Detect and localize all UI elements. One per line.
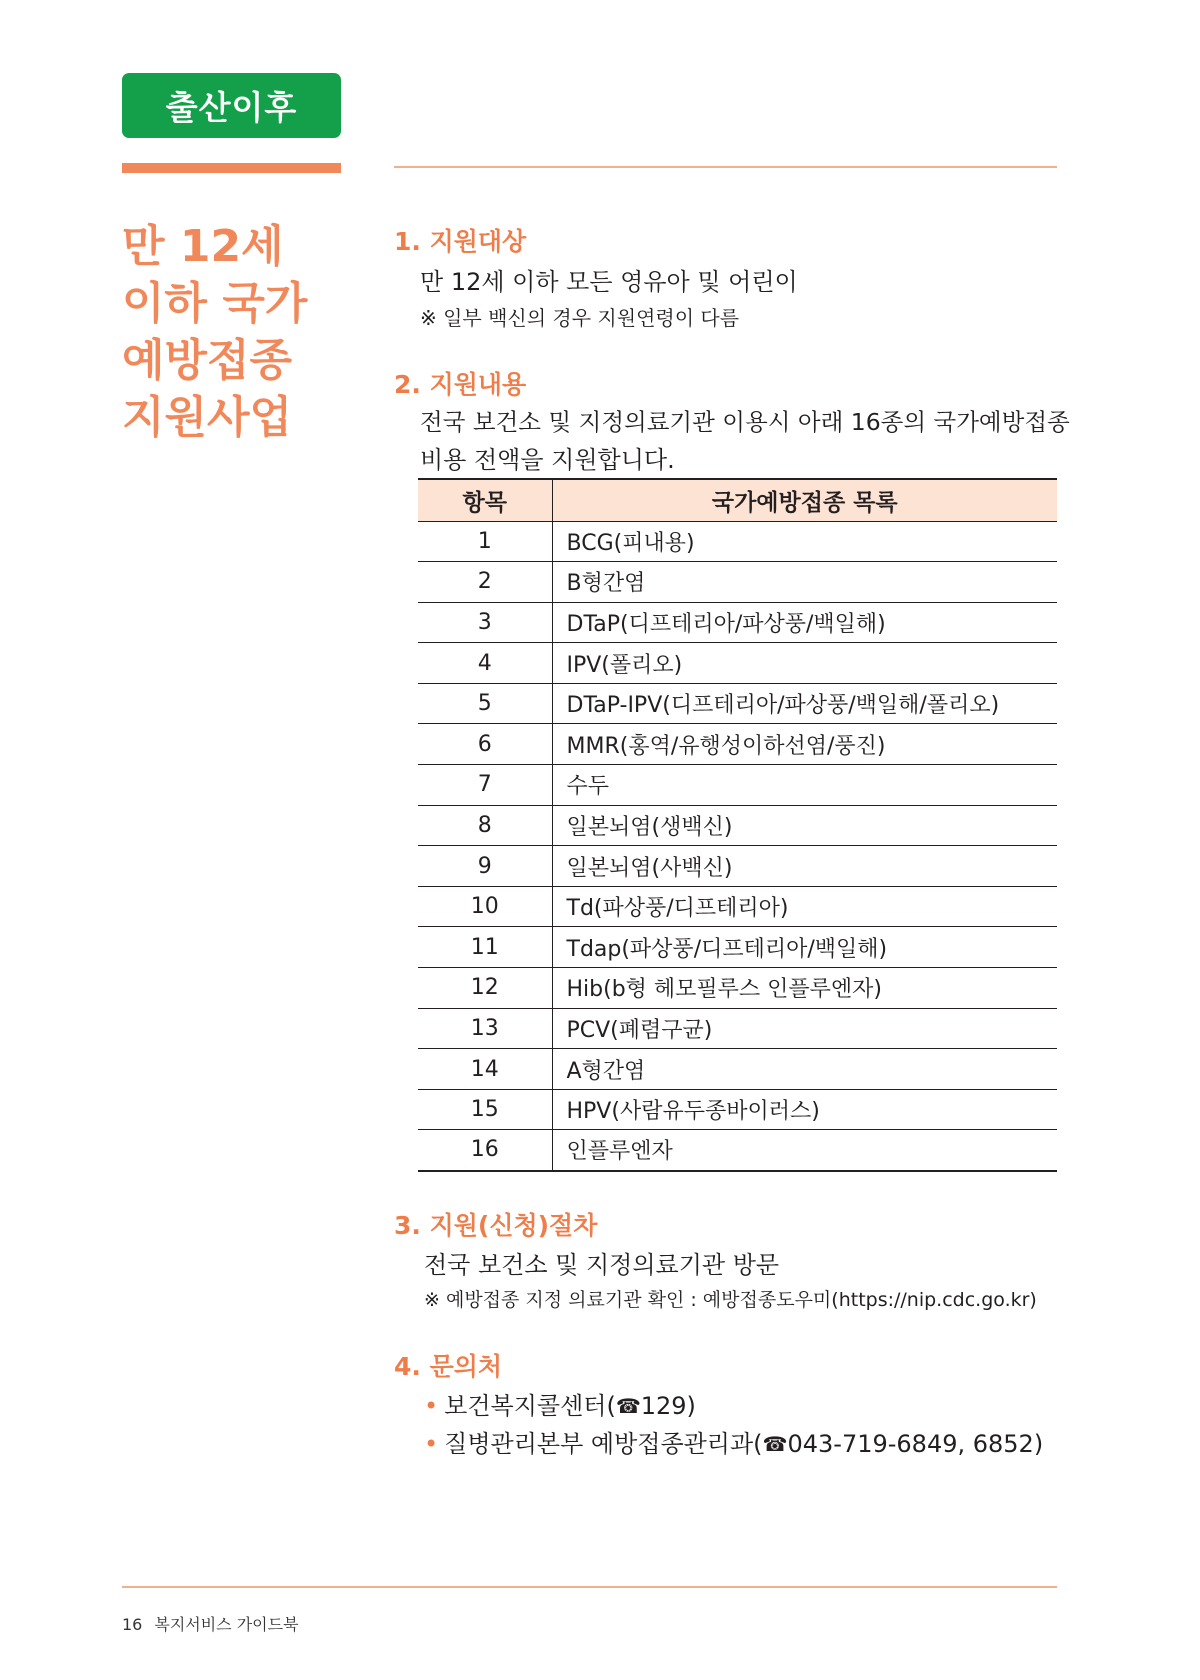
vaccine-name: HPV(사람유두종바이러스) (552, 1089, 1057, 1130)
table-row (418, 602, 1057, 643)
table-row (418, 805, 1057, 846)
side-title-line: 이하 국가 (122, 278, 308, 329)
vaccine-table (418, 478, 1057, 1172)
table-row (418, 683, 1057, 724)
page-number: 16 (122, 1615, 143, 1634)
vaccine-name: Td(파상풍/디프테리아) (552, 886, 1057, 927)
bullet-icon: • (424, 1392, 439, 1420)
vaccine-name: BCG(피내용) (552, 521, 1057, 562)
telephone-icon: ☎ (615, 1394, 641, 1418)
table-row (418, 765, 1057, 806)
section-3-note: ※ 예방접종 지정 의료기관 확인 : 예방접종도우미(https://nip.cdc.go.kr) (424, 1289, 1037, 1311)
row-number: 13 (418, 1008, 552, 1049)
table-row (418, 1130, 1057, 1171)
row-number: 12 (418, 968, 552, 1009)
vaccine-name: DTaP-IPV(디프테리아/파상풍/백일해/폴리오) (552, 683, 1057, 724)
row-number: 15 (418, 1089, 552, 1130)
row-number: 2 (418, 562, 552, 603)
table-row (418, 846, 1057, 887)
contact-item-1 (424, 1386, 696, 1421)
row-number: 14 (418, 1049, 552, 1090)
section-3-heading: 3. 지원(신청)절차 (394, 1211, 598, 1240)
vaccine-name: 인플루엔자 (552, 1130, 1057, 1171)
section-2-text-line1: 전국 보건소 및 지정의료기관 이용시 아래 16종의 국가예방접종 (420, 408, 1070, 436)
left-accent-bar (122, 163, 341, 173)
section-2-heading: 2. 지원내용 (394, 370, 527, 399)
section-1-note: ※ 일부 백신의 경우 지원연령이 다름 (420, 306, 740, 330)
side-title-line: 만 12세 (122, 221, 284, 272)
row-number: 6 (418, 724, 552, 765)
side-title-line: 예방접종 (122, 335, 293, 386)
contact-item-2 (424, 1424, 1043, 1459)
bottom-divider (122, 1586, 1057, 1588)
footer-title: 복지서비스 가이드북 (154, 1615, 299, 1634)
vaccine-name: 수두 (552, 765, 1057, 806)
row-number: 4 (418, 643, 552, 684)
table-header-item: 항목 (418, 479, 552, 521)
contact-2-number: 043-719-6849, 6852) (787, 1430, 1044, 1458)
side-title-line: 지원사업 (122, 392, 293, 443)
table-row (418, 1008, 1057, 1049)
vaccine-name: B형간염 (552, 562, 1057, 603)
table-row (418, 562, 1057, 603)
vaccine-name: MMR(홍역/유행성이하선염/풍진) (552, 724, 1057, 765)
telephone-icon: ☎ (762, 1432, 788, 1456)
row-number: 3 (418, 602, 552, 643)
vaccine-name: IPV(폴리오) (552, 643, 1057, 684)
section-4-heading: 4. 문의처 (394, 1352, 503, 1381)
contact-2-name: 질병관리본부 예방접종관리과( (444, 1430, 763, 1458)
category-badge-label: 출산이후 (165, 88, 298, 127)
category-badge (122, 73, 341, 138)
row-number: 11 (418, 927, 552, 968)
vaccine-name: PCV(폐렴구균) (552, 1008, 1057, 1049)
section-2-text-line2: 비용 전액을 지원합니다. (420, 446, 675, 474)
table-row (418, 1089, 1057, 1130)
table-row (418, 643, 1057, 684)
vaccine-name: 일본뇌염(사백신) (552, 846, 1057, 887)
table-row (418, 927, 1057, 968)
vaccine-name: DTaP(디프테리아/파상풍/백일해) (552, 602, 1057, 643)
contact-1-name: 보건복지콜센터( (444, 1392, 616, 1420)
vaccine-name: 일본뇌염(생백신) (552, 805, 1057, 846)
row-number: 16 (418, 1130, 552, 1171)
row-number: 5 (418, 683, 552, 724)
table-row (418, 1049, 1057, 1090)
page-footer (122, 1612, 299, 1635)
row-number: 8 (418, 805, 552, 846)
section-3-text: 전국 보건소 및 지정의료기관 방문 (424, 1251, 780, 1279)
top-divider (394, 166, 1057, 168)
section-1-heading: 1. 지원대상 (394, 227, 527, 256)
row-number: 1 (418, 521, 552, 562)
section-1-text: 만 12세 이하 모든 영유아 및 어린이 (420, 268, 798, 296)
table-header-row (418, 479, 1057, 521)
vaccine-name: Hib(b형 헤모필루스 인플루엔자) (552, 968, 1057, 1009)
table-row (418, 724, 1057, 765)
row-number: 7 (418, 765, 552, 806)
row-number: 10 (418, 886, 552, 927)
table-header-list: 국가예방접종 목록 (552, 479, 1057, 521)
table-row (418, 521, 1057, 562)
vaccine-name: Tdap(파상풍/디프테리아/백일해) (552, 927, 1057, 968)
bullet-icon: • (424, 1430, 439, 1458)
vaccine-name: A형간염 (552, 1049, 1057, 1090)
side-title (122, 218, 382, 446)
table-row (418, 886, 1057, 927)
contact-1-number: 129) (640, 1392, 696, 1420)
row-number: 9 (418, 846, 552, 887)
table-row (418, 968, 1057, 1009)
